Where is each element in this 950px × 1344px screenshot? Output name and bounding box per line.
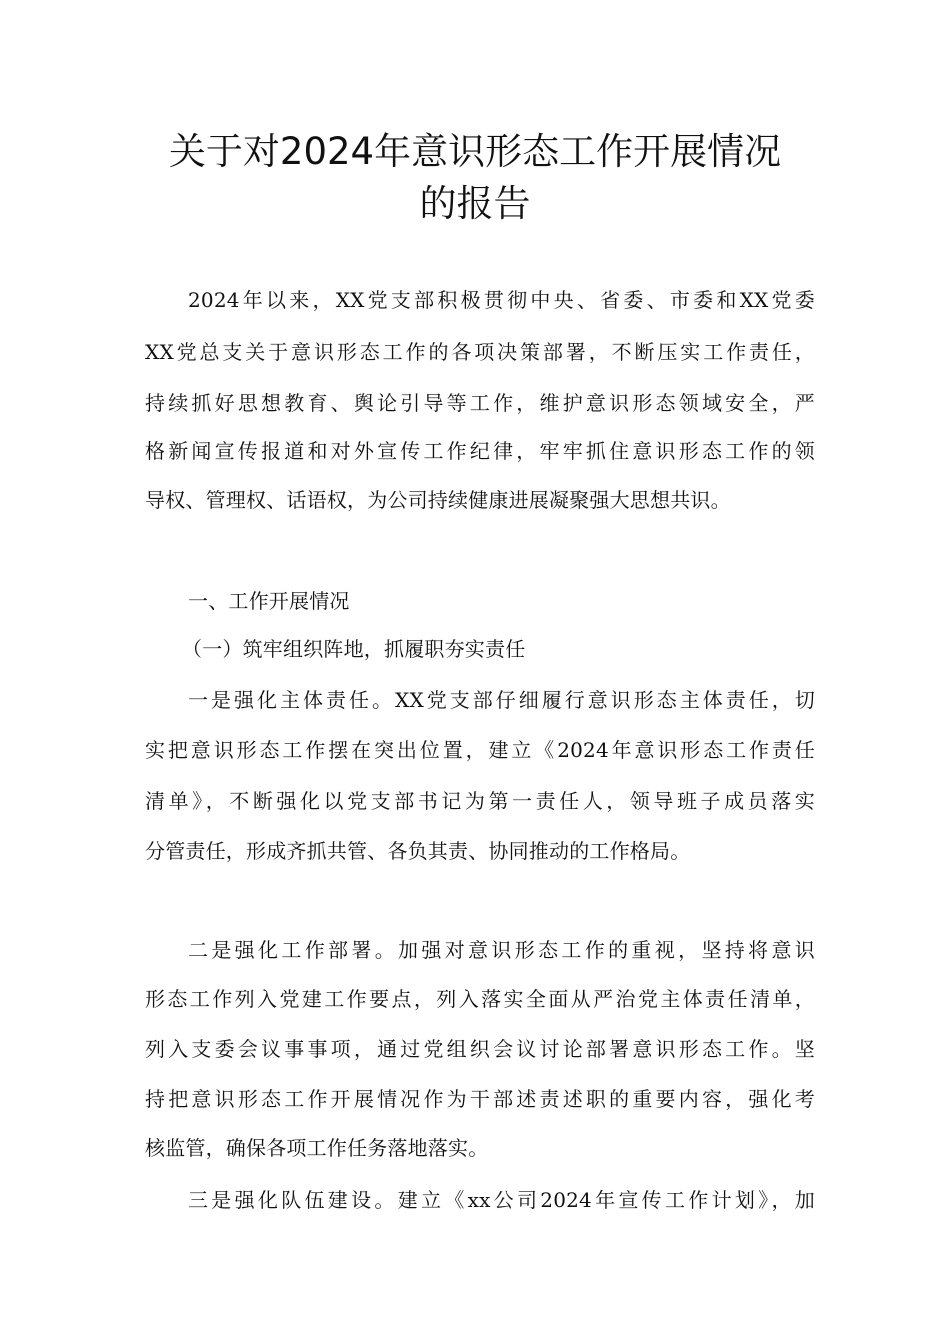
paragraph-line: 二是强化工作部署。加强对意识形态工作的重视，坚持将意识 (188, 938, 815, 962)
paragraph-line: 持把意识形态工作开展情况作为干部述责述职的重要内容，强化考 (145, 1087, 815, 1111)
paragraph-line: 列入支委会议事事项，通过党组织会议讨论部署意识形态工作。坚 (145, 1037, 815, 1061)
intro-line: XX党总支关于意识形态工作的各项决策部署，不断压实工作责任， (145, 340, 815, 364)
paragraph-line: 形态工作列入党建工作要点，列入落实全面从严治党主体责任清单， (145, 987, 815, 1011)
document-title-line-2: 的报告 (419, 182, 531, 225)
document-title-line-1: 关于对2024年意识形态工作开展情况 (168, 130, 782, 173)
paragraph-line: 实把意识形态工作摆在突出位置，建立《2024年意识形态工作责任 (145, 738, 815, 762)
intro-line: 2024年以来，XX党支部积极贯彻中央、省委、市委和XX党委 (188, 288, 815, 312)
intro-line: 持续抓好思想教育、舆论引导等工作，维护意识形态领域安全，严 (145, 391, 815, 415)
paragraph-line: 清单》，不断强化以党支部书记为第一责任人，领导班子成员落实 (145, 789, 815, 813)
intro-line: 格新闻宣传报道和对外宣传工作纪律，牢牢抓住意识形态工作的领 (145, 439, 815, 463)
subsection-heading: （一）筑牢组织阵地，抓履职夯实责任 (182, 637, 526, 661)
intro-line: 导权、管理权、话语权，为公司持续健康进展凝聚强大思想共识。 (145, 488, 731, 512)
section-heading: 一、工作开展情况 (188, 589, 350, 613)
paragraph-line: 核监管，确保各项工作任务落地落实。 (145, 1136, 489, 1160)
paragraph-line: 一是强化主体责任。XX党支部仔细履行意识形态主体责任，切 (188, 688, 815, 712)
paragraph-line: 三是强化队伍建设。建立《xx公司2024年宣传工作计划》，加 (188, 1188, 815, 1212)
paragraph-line: 分管责任，形成齐抓共管、各负其责、协同推动的工作格局。 (145, 839, 691, 863)
